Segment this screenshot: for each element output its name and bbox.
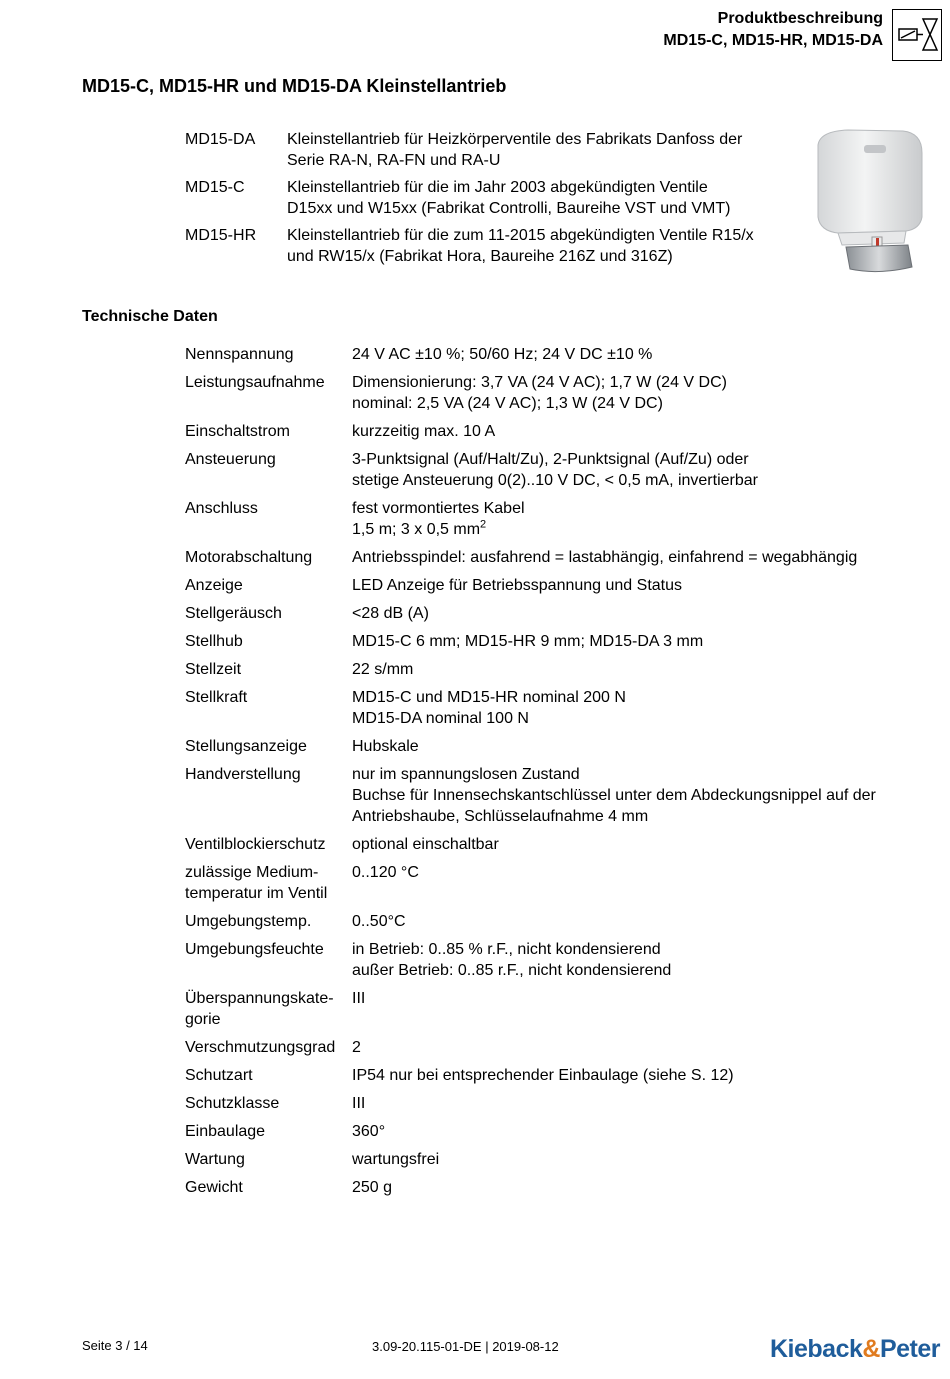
spec-value bbox=[352, 687, 935, 729]
spec-label-line: Überspannungskate- bbox=[185, 990, 334, 1007]
spec-label-line: Einbaulage bbox=[185, 1123, 266, 1140]
intro-description-line: Kleinstellantrieb für die im Jahr 2003 abgekündigten Ventile bbox=[287, 179, 708, 196]
spec-value-text: nominal: 2,5 VA (24 V AC); 1,3 W (24 V DC) bbox=[352, 395, 663, 412]
spec-label bbox=[185, 1093, 352, 1114]
document-id: 3.09-20.115-01-DE | 2019-08-12 bbox=[372, 1339, 559, 1354]
spec-value-text: optional einschaltbar bbox=[352, 836, 499, 853]
intro-code: MD15-HR bbox=[185, 227, 257, 244]
intro-row bbox=[185, 177, 795, 219]
spec-value bbox=[352, 344, 935, 365]
spec-value-text: MD15-DA nominal 100 N bbox=[352, 710, 529, 727]
spec-value-text: LED Anzeige für Betriebsspannung und Status bbox=[352, 577, 682, 594]
spec-value-text: 0..120 °C bbox=[352, 864, 419, 881]
spec-value bbox=[352, 547, 935, 568]
spec-value-line bbox=[352, 603, 935, 624]
spec-label-line: Verschmutzungsgrad bbox=[185, 1039, 336, 1056]
spec-value bbox=[352, 603, 935, 624]
spec-row bbox=[185, 911, 935, 932]
spec-label-line: zulässige Medium- bbox=[185, 864, 319, 881]
spec-label-line: Stellgeräusch bbox=[185, 605, 282, 622]
spec-value-line bbox=[352, 939, 935, 960]
spec-value bbox=[352, 1093, 935, 1114]
spec-value-line bbox=[352, 575, 935, 596]
spec-value-text: 360° bbox=[352, 1123, 386, 1140]
spec-label-line: Ventilblockierschutz bbox=[185, 836, 326, 853]
spec-value-text: IP54 nur bei entsprechender Einbaulage (siehe S. 12) bbox=[352, 1067, 734, 1084]
spec-value bbox=[352, 1149, 935, 1170]
spec-value-line bbox=[352, 1093, 935, 1114]
spec-label bbox=[185, 547, 352, 568]
spec-label bbox=[185, 687, 352, 729]
spec-label bbox=[185, 834, 352, 855]
intro-description bbox=[287, 129, 795, 171]
kieback-peter-logo bbox=[770, 1335, 940, 1364]
spec-value-text: 3-Punktsignal (Auf/Halt/Zu), 2-Punktsignal (Auf/Zu) oder bbox=[352, 451, 749, 468]
spec-value-line bbox=[352, 1149, 935, 1170]
spec-label-line: Anzeige bbox=[185, 577, 243, 594]
spec-row bbox=[185, 1037, 935, 1058]
spec-row bbox=[185, 372, 935, 414]
spec-value-text: nur im spannungslosen Zustand bbox=[352, 766, 580, 783]
spec-label bbox=[185, 911, 352, 932]
spec-value-line bbox=[352, 862, 935, 883]
intro-description bbox=[287, 225, 795, 267]
intro-description-line: Kleinstellantrieb für Heizkörperventile des Fabrikats Danfoss der bbox=[287, 131, 743, 148]
spec-value bbox=[352, 834, 935, 855]
spec-label bbox=[185, 603, 352, 624]
spec-label-line: Stellzeit bbox=[185, 661, 242, 678]
spec-label bbox=[185, 1149, 352, 1170]
spec-value-line bbox=[352, 764, 935, 785]
spec-label-line: Einschaltstrom bbox=[185, 423, 290, 440]
spec-value-text: <28 dB (A) bbox=[352, 605, 429, 622]
spec-value-line bbox=[352, 911, 935, 932]
spec-row bbox=[185, 1093, 935, 1114]
spec-value-text: MD15-C 6 mm; MD15-HR 9 mm; MD15-DA 3 mm bbox=[352, 633, 704, 650]
spec-value bbox=[352, 372, 935, 414]
spec-row bbox=[185, 1121, 935, 1142]
spec-value-line bbox=[352, 519, 935, 540]
spec-label bbox=[185, 988, 352, 1030]
spec-value bbox=[352, 988, 935, 1030]
spec-row bbox=[185, 344, 935, 365]
spec-value-line bbox=[352, 988, 935, 1009]
spec-row bbox=[185, 939, 935, 981]
spec-value-line bbox=[352, 470, 935, 491]
spec-label-line: Schutzklasse bbox=[185, 1095, 280, 1112]
page-number: Seite 3 / 14 bbox=[82, 1338, 148, 1353]
spec-value-superscript: 2 bbox=[480, 518, 487, 531]
spec-row bbox=[185, 659, 935, 680]
logo-ampersand: & bbox=[862, 1335, 880, 1363]
spec-label bbox=[185, 862, 352, 904]
spec-row bbox=[185, 736, 935, 757]
spec-value-line bbox=[352, 344, 935, 365]
intro-description-line: Kleinstellantrieb für die zum 11-2015 abgekündigten Ventile R15/x bbox=[287, 227, 754, 244]
spec-label-line: Stellkraft bbox=[185, 689, 248, 706]
spec-label bbox=[185, 498, 352, 540]
spec-value-line bbox=[352, 1121, 935, 1142]
spec-value-line bbox=[352, 960, 935, 981]
spec-label bbox=[185, 1121, 352, 1142]
intro-code: MD15-DA bbox=[185, 131, 256, 148]
spec-value-text: Hubskale bbox=[352, 738, 419, 755]
spec-value-line bbox=[352, 834, 935, 855]
spec-row bbox=[185, 498, 935, 540]
spec-value bbox=[352, 911, 935, 932]
spec-value-line bbox=[352, 659, 935, 680]
spec-label-line: Handverstellung bbox=[185, 766, 301, 783]
spec-value-line bbox=[352, 687, 935, 708]
spec-value bbox=[352, 764, 935, 827]
spec-value-text: Antriebshaube, Schlüsselaufnahme 4 mm bbox=[352, 808, 649, 825]
spec-value bbox=[352, 1121, 935, 1142]
spec-row bbox=[185, 603, 935, 624]
spec-label-line: Wartung bbox=[185, 1151, 245, 1168]
spec-value bbox=[352, 1037, 935, 1058]
spec-label-line: Gewicht bbox=[185, 1179, 243, 1196]
intro-row bbox=[185, 129, 795, 171]
spec-label bbox=[185, 1177, 352, 1198]
product-image bbox=[808, 125, 928, 280]
spec-label bbox=[185, 421, 352, 442]
spec-label-line: Leistungsaufnahme bbox=[185, 374, 325, 391]
spec-row bbox=[185, 1177, 935, 1198]
spec-value bbox=[352, 736, 935, 757]
spec-value-text: kurzzeitig max. 10 A bbox=[352, 423, 496, 440]
spec-label bbox=[185, 659, 352, 680]
spec-row bbox=[185, 764, 935, 827]
spec-value-text: III bbox=[352, 1095, 366, 1112]
spec-value bbox=[352, 659, 935, 680]
intro-row bbox=[185, 225, 795, 267]
spec-value-text: in Betrieb: 0..85 % r.F., nicht kondensierend bbox=[352, 941, 661, 958]
spec-label bbox=[185, 449, 352, 491]
spec-label-line: gorie bbox=[185, 1011, 221, 1028]
spec-row bbox=[185, 988, 935, 1030]
spec-value-text: 24 V AC ±10 %; 50/60 Hz; 24 V DC ±10 % bbox=[352, 346, 653, 363]
spec-value-text: fest vormontiertes Kabel bbox=[352, 500, 525, 517]
spec-value-text: Dimensionierung: 3,7 VA (24 V AC); 1,7 W (24 V DC) bbox=[352, 374, 727, 391]
spec-row bbox=[185, 862, 935, 904]
spec-value-text: Antriebsspindel: ausfahrend = lastabhängig, einfahrend = wegabhängig bbox=[352, 549, 858, 566]
spec-value-line bbox=[352, 547, 935, 568]
spec-value-text: 22 s/mm bbox=[352, 661, 414, 678]
spec-label-line: Umgebungsfeuchte bbox=[185, 941, 324, 958]
spec-value-line bbox=[352, 1037, 935, 1058]
logo-text-left: Kieback bbox=[770, 1335, 863, 1363]
spec-value-text: wartungsfrei bbox=[352, 1151, 440, 1168]
intro-description bbox=[287, 177, 795, 219]
spec-row bbox=[185, 834, 935, 855]
spec-value bbox=[352, 939, 935, 981]
spec-value bbox=[352, 1177, 935, 1198]
spec-label-line: Anschluss bbox=[185, 500, 258, 517]
spec-value-text: 0..50°C bbox=[352, 913, 406, 930]
spec-value-text: 2 bbox=[352, 1039, 361, 1056]
spec-row bbox=[185, 547, 935, 568]
spec-value-line bbox=[352, 393, 935, 414]
spec-label-line: Schutzart bbox=[185, 1067, 253, 1084]
spec-label-line: Motorabschaltung bbox=[185, 549, 313, 566]
spec-value-line bbox=[352, 631, 935, 652]
spec-label-line: Ansteuerung bbox=[185, 451, 276, 468]
spec-row bbox=[185, 687, 935, 729]
spec-value-text: 1,5 m; 3 x 0,5 mm bbox=[352, 521, 481, 538]
spec-value bbox=[352, 421, 935, 442]
spec-label bbox=[185, 939, 352, 981]
spec-label-line: Umgebungstemp. bbox=[185, 913, 312, 930]
spec-label bbox=[185, 575, 352, 596]
spec-label bbox=[185, 736, 352, 757]
spec-row bbox=[185, 631, 935, 652]
intro-description-line: Serie RA-N, RA-FN und RA-U bbox=[287, 152, 501, 169]
spec-value-text: stetige Ansteuerung 0(2)..10 V DC, < 0,5 mA, invertierbar bbox=[352, 472, 758, 489]
logo-text-right: Peter bbox=[879, 1335, 940, 1363]
spec-label-line: temperatur im Ventil bbox=[185, 885, 328, 902]
spec-row bbox=[185, 575, 935, 596]
spec-value-line bbox=[352, 1065, 935, 1086]
header-line-1: Produktbeschreibung bbox=[717, 10, 883, 27]
spec-value-line bbox=[352, 708, 935, 729]
section-title: Technische Daten bbox=[82, 308, 218, 325]
spec-row bbox=[185, 449, 935, 491]
spec-value-line bbox=[352, 449, 935, 470]
spec-value-line bbox=[352, 785, 935, 806]
spec-label-line: Stellungsanzeige bbox=[185, 738, 307, 755]
spec-value-text: MD15-C und MD15-HR nominal 200 N bbox=[352, 689, 626, 706]
spec-value-line bbox=[352, 806, 935, 827]
spec-value-text: III bbox=[352, 990, 366, 1007]
intro-list bbox=[185, 129, 795, 273]
spec-label bbox=[185, 1037, 352, 1058]
spec-value bbox=[352, 449, 935, 491]
intro-description-line: und RW15/x (Fabrikat Hora, Baureihe 216Z und 316Z) bbox=[287, 248, 673, 265]
spec-label bbox=[185, 372, 352, 414]
spec-value-text: 250 g bbox=[352, 1179, 393, 1196]
spec-row bbox=[185, 421, 935, 442]
header-title bbox=[663, 8, 883, 52]
spec-value-line bbox=[352, 372, 935, 393]
spec-value-line bbox=[352, 736, 935, 757]
spec-value bbox=[352, 862, 935, 904]
spec-value bbox=[352, 1065, 935, 1086]
valve-actuator-icon bbox=[892, 9, 942, 61]
spec-value bbox=[352, 631, 935, 652]
spec-value bbox=[352, 575, 935, 596]
spec-label-line: Stellhub bbox=[185, 633, 243, 650]
spec-value-text: außer Betrieb: 0..85 r.F., nicht kondensierend bbox=[352, 962, 672, 979]
spec-label bbox=[185, 1065, 352, 1086]
spec-label bbox=[185, 344, 352, 365]
spec-value-line bbox=[352, 421, 935, 442]
intro-code: MD15-C bbox=[185, 179, 245, 196]
spec-value bbox=[352, 498, 935, 540]
spec-value-line bbox=[352, 1177, 935, 1198]
spec-value-text: Buchse für Innensechskantschlüssel unter dem Abdeckungsnippel auf der bbox=[352, 787, 876, 804]
header-line-2: MD15-C, MD15-HR, MD15-DA bbox=[663, 32, 883, 49]
spec-row bbox=[185, 1065, 935, 1086]
spec-label-line: Nennspannung bbox=[185, 346, 294, 363]
spec-label bbox=[185, 631, 352, 652]
spec-row bbox=[185, 1149, 935, 1170]
document-title: MD15-C, MD15-HR und MD15-DA Kleinstellantrieb bbox=[82, 76, 507, 96]
intro-description-line: D15xx und W15xx (Fabrikat Controlli, Baureihe VST und VMT) bbox=[287, 200, 731, 217]
spec-table bbox=[185, 344, 935, 1205]
spec-label bbox=[185, 764, 352, 827]
spec-value-line bbox=[352, 498, 935, 519]
